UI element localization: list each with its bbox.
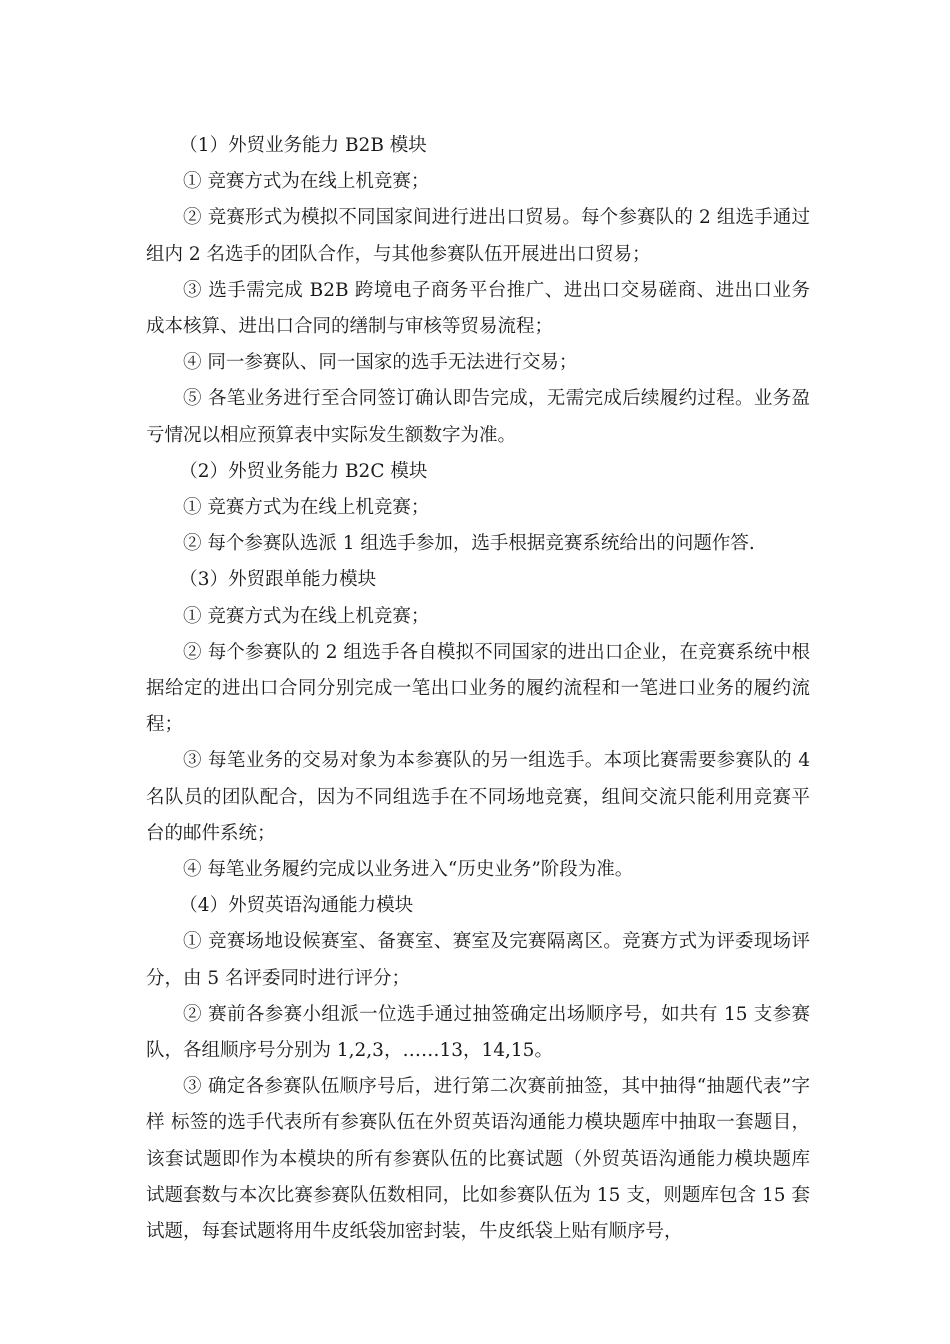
paragraph: ① 竞赛方式为在线上机竞赛； [183, 605, 430, 627]
paragraph: ② 每个参赛队的 2 组选手各自模拟不同国家的进出口企业，在竞赛系统中根据给定的进出口合同分别完成一笔出口业务的履约流程和一笔进口业务的履约流程； [146, 641, 810, 736]
paragraph: ① 竞赛方式为在线上机竞赛； [183, 171, 430, 193]
section-heading: （2）外贸业务能力 B2C 模块 [179, 460, 428, 482]
paragraph: ③ 确定各参赛队伍顺序号后，进行第二次赛前抽签，其中抽得“抽题代表”字样 标签的选手代表所有参赛队伍在外贸英语沟通能力模块题库中抽取一套题目，该套试题即作为本模块的所有参赛队伍的比赛试题（外贸英语沟通能力模块题库试题套数与本次比赛参赛队伍数相同，比如参赛队伍为 15 支，则题库包含 15 套试题，每套试题将用牛皮纸袋加密封装，牛皮纸袋上贴有顺序号， [146, 1076, 810, 1243]
section-heading: （4）外贸英语沟通能力模块 [179, 895, 414, 917]
paragraph: ④ 同一参赛队、同一国家的选手无法进行交易； [183, 352, 578, 374]
paragraph: ② 赛前各参赛小组派一位选手通过抽签确定出场顺序号，如共有 15 支参赛队，各组顺序号分别为 1,2,3，……13，14,15。 [146, 1003, 810, 1062]
paragraph: ⑤ 各笔业务进行至合同签订确认即告完成，无需完成后续履约过程。业务盈亏情况以相应预算表中实际发生额数字为准。 [146, 388, 810, 446]
paragraph: ② 每个参赛队选派 1 组选手参加，选手根据竞赛系统给出的问题作答. [183, 533, 755, 555]
paragraph: ③ 每笔业务的交易对象为本参赛队的另一组选手。本项比赛需要参赛队的 4 名队员的团队配合，因为不同组选手在不同场地竞赛，组间交流只能利用竞赛平台的邮件系统； [146, 750, 810, 844]
paragraph: ① 竞赛方式为在线上机竞赛； [183, 497, 430, 519]
section-heading: （1）外贸业务能力 B2B 模块 [179, 135, 427, 156]
document-body [146, 128, 810, 1250]
section-heading: （3）外贸跟单能力模块 [179, 569, 377, 591]
paragraph: ② 竞赛形式为模拟不同国家间进行进出口贸易。每个参赛队的 2 组选手通过组内 2 名选手的团队合作，与其他参赛队伍开展进出口贸易； [146, 207, 810, 265]
paragraph: ③ 选手需完成 B2B 跨境电子商务平台推广、进出口交易磋商、进出口业务成本核算、进出口合同的缮制与审核等贸易流程； [146, 279, 810, 338]
paragraph: ① 竞赛场地设候赛室、备赛室、赛室及完赛隔离区。竞赛方式为评委现场评分，由 5 名评委同时进行评分； [146, 931, 810, 989]
paragraph: ④ 每笔业务履约完成以业务进入“历史业务”阶段为准。 [183, 859, 634, 881]
